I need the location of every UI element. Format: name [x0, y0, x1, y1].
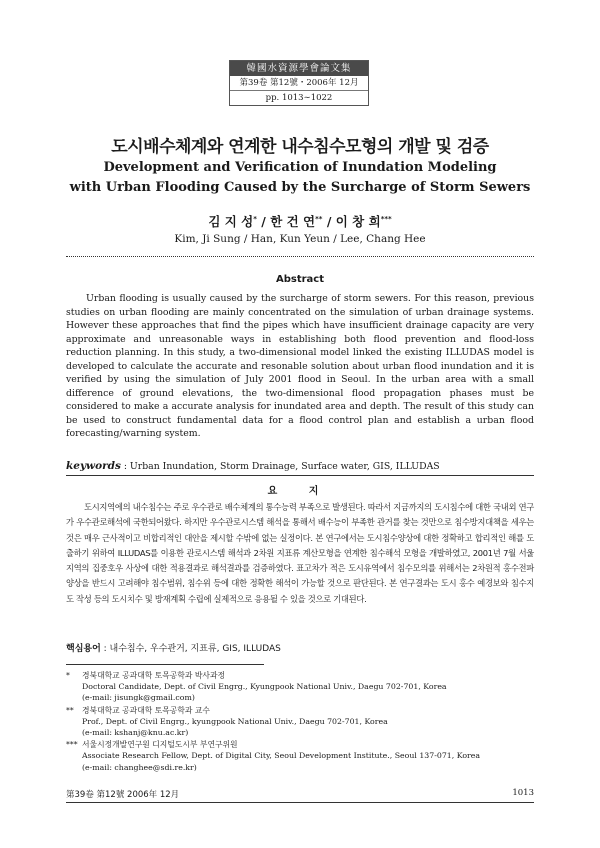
journal-info-box	[229, 60, 369, 106]
footnote-1-email: (e-mail: jisungk@gmail.com)	[82, 693, 195, 703]
author-2-mark: **	[315, 214, 323, 223]
author-separator: /	[322, 214, 336, 229]
keywords-korean	[66, 641, 534, 654]
summary-heading: 요 지	[267, 486, 333, 497]
footer-divider	[66, 802, 534, 803]
footnote-1-affil-en: Doctoral Candidate, Dept. of Civil Engrg., Kyungpook National Univ., Daegu 702-701, Korea	[82, 682, 447, 692]
footnote-2-email: (e-mail: kshanj@knu.ac.kr)	[82, 728, 189, 738]
authors-english: Kim, Ji Sung / Han, Kun Yeun / Lee, Chang Hee	[174, 233, 426, 245]
footnote-2-affil-ko: 경북대학교 공과대학 토목공학과 교수	[82, 705, 210, 715]
journal-pages: pp. 1013∼1022	[265, 93, 333, 103]
footer-page-number: 1013	[512, 788, 534, 798]
footnote-3-email: (e-mail: changhee@sdi.re.kr)	[82, 762, 197, 772]
keywords-english	[66, 460, 534, 472]
author-2-name: 한 건 연	[270, 214, 316, 229]
abstract-heading: Abstract	[275, 274, 325, 285]
author-1-mark: *	[253, 214, 257, 223]
footnote-2-affil-en: Prof., Dept. of Civil Engrg., kyungpook National Univ., Daegu 702-701, Korea	[82, 716, 388, 726]
footnote-divider	[66, 664, 264, 665]
author-1-name: 김 지 성	[208, 214, 254, 229]
footnote-3-affil-en: Associate Research Fellow, Dept. of Digital City, Seoul Development Institute., Seoul 137-071, Korea	[82, 751, 481, 761]
author-separator: /	[256, 214, 271, 229]
abstract-divider	[66, 475, 534, 476]
keywords-korean-label: 핵심용어	[66, 644, 101, 654]
keywords-list: : Urban Inundation, Storm Drainage, Surface water, GIS, ILLUDAS	[120, 461, 440, 472]
summary-body: 도시지역에의 내수침수는 주로 우수관로 배수체계의 통수능력 부족으로 발생된다. 따라서 지금까지의 도시침수에 대한 국내외 연구가 우수관로해석에 국한되어왔다. 하지만 우수관로시스템 해석을 통해서 배수능이 부족한 관거를 찾는 것만으로 침수방지대책을 세우는 것은 매우 근사적이고 비합리적인 대안을 제시할 수밖에 없는 실정이다. 본 연구에서는 도시침수양상에 대한 정확하고 합리적인 해를 도출하기 위하여 ILLUDAS를 이용한 관로시스템 해석과 2차원 지표류 계산모형을 연계한 침수해석 모형을 개발하였고, 2001년 7월 서울지역의 집중호우 사상에 대한 적용결과로 해석결과를 검증하였다. 표고차가 적은 도시유역에서 침수모의를 위해서는 2차원적 홍수전파양상을 반드시 고려해야 침수범위, 침수위 등에 대한 정확한 해석이 가능할 것으로 판단된다. 본 연구결과는 도시 홍수 예경보와 침수지도 작성 등의 도시치수 및 방재계획 수립에 실제적으로 응용될 수 있을 것으로 기대된다.	[66, 502, 534, 604]
authors-korean	[0, 212, 600, 230]
footnote-1	[66, 670, 534, 704]
footnote-2-mark: **	[66, 705, 74, 715]
author-3-name: 이 창 희	[335, 214, 381, 229]
title-english-line2: with Urban Flooding Caused by the Surcharge of Storm Sewers	[69, 180, 531, 195]
footnote-1-affil-ko: 경북대학교 공과대학 토목공학과 박사과정	[82, 671, 226, 680]
title-korean: 도시배수체계와 연계한 내수침수모형의 개발 및 검증	[111, 137, 489, 157]
footer-journal-issue: 第39卷 第12號 2006年 12月	[66, 790, 180, 800]
footnote-3-affil-ko: 서울시정개발연구원 디지털도시부 부연구위원	[82, 740, 238, 750]
title-english-line1: Development and Verification of Inundation Modeling	[103, 160, 497, 175]
keywords-label: keywords	[66, 460, 121, 472]
footnote-2	[66, 705, 534, 739]
journal-volume: 第39卷 第12號・2006年 12月	[230, 76, 368, 91]
abstract-body: Urban flooding is usually caused by the surcharge of storm sewers. For this reason, previous studies on urban flooding are mainly concentrated on the simulation of urban drainage systems. However these approaches that find the pipes which have insufficient drainage capacity are very approximate and unreasonable ways in establishing both flood prevention and flood-loss reduction planning. In this study, a two-dimensional model linked the existing ILLUDAS model is developed to calculate the accurate and resonable solution about urban flood inundation and it is verified by using the simulation of July 2001 flood in Seoul. In the urban area with a small difference of ground elevations, the two-dimensional flood propagation phases must be considered to make a accurate analysis for inundated area and depth. The result of this study can be used to construct fundamental data for a flood control plan and establish a urban flood forecasting/warning system.	[66, 293, 534, 439]
footnote-1-mark: *	[66, 671, 70, 680]
keywords-korean-list: : 내수침수, 우수관거, 지표류, GIS, ILLUDAS	[100, 644, 281, 654]
footnote-3-mark: ***	[66, 740, 78, 750]
author-3-mark: ***	[380, 214, 392, 223]
journal-name: 韓國水資源學會論文集	[230, 61, 368, 76]
footnotes	[66, 670, 534, 774]
footnote-3	[66, 739, 534, 773]
title-divider	[66, 256, 534, 257]
